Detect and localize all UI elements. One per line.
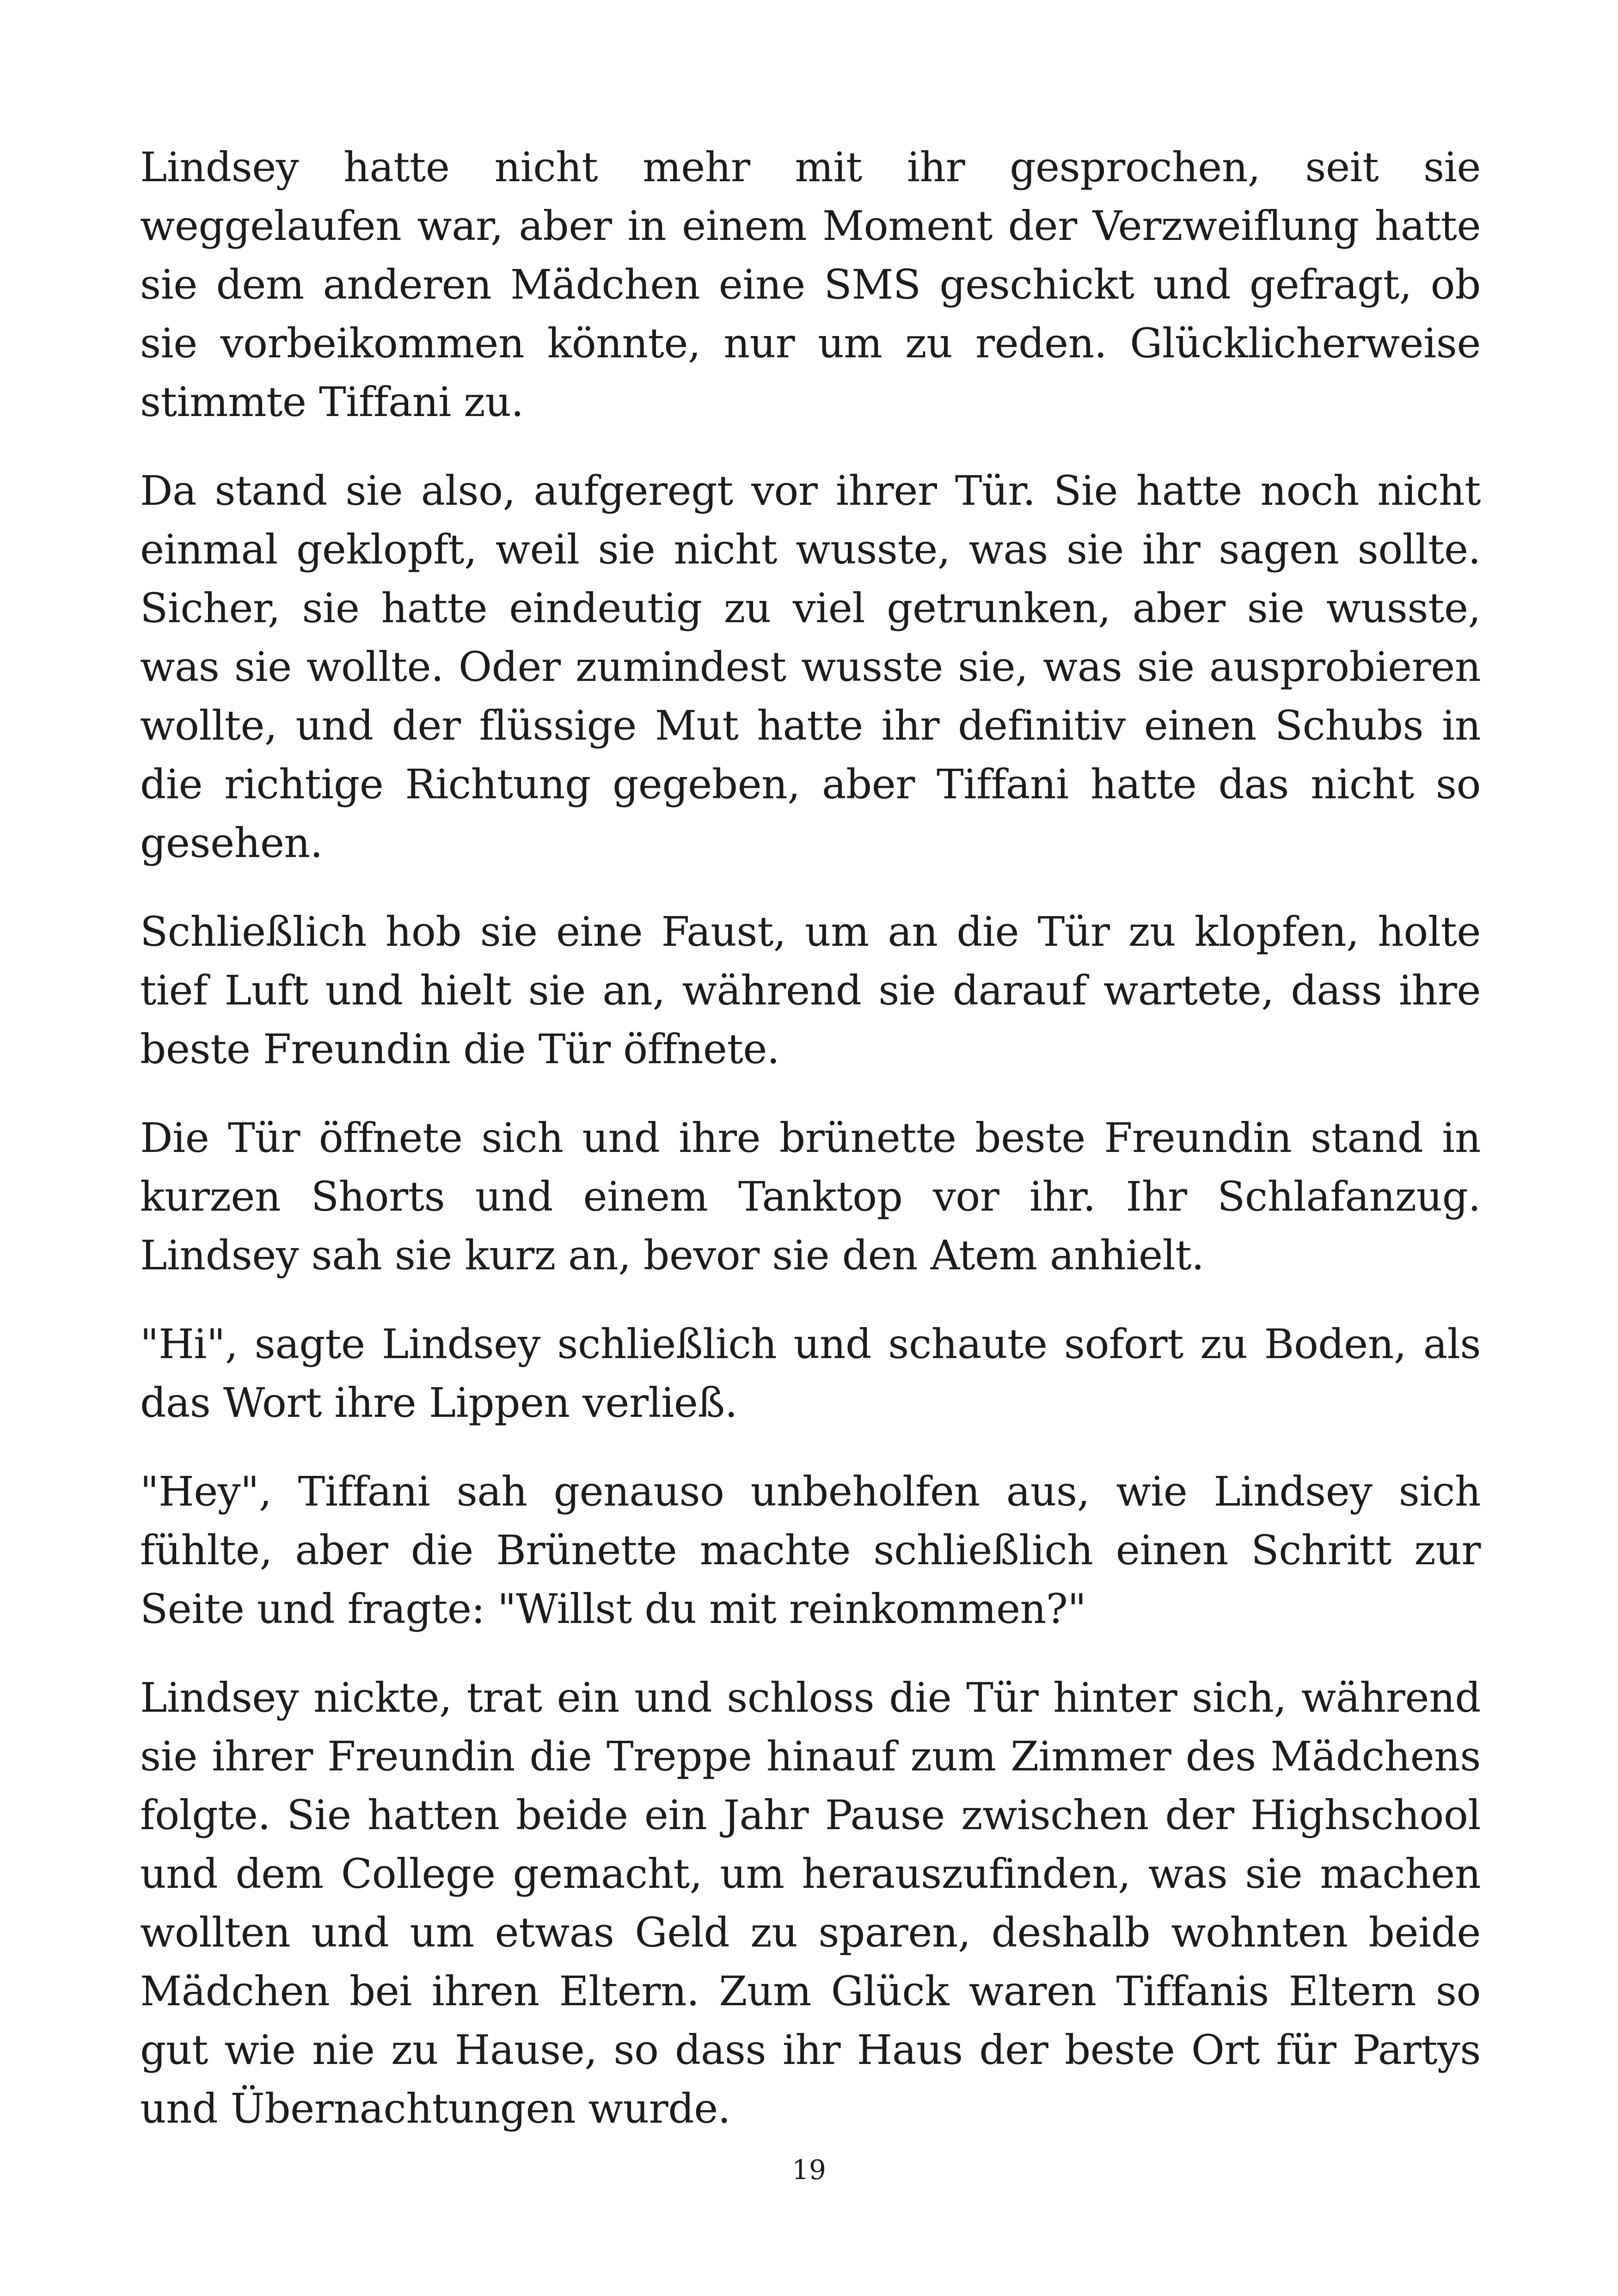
- paragraph-5: "Hi", sagte Lindsey schließlich und schaute sofort zu Boden, als das Wort ihre Lippen verließ.: [140, 1320, 1481, 1427]
- paragraph-7: Lindsey nickte, trat ein und schloss die Tür hinter sich, während sie ihrer Freundin die Treppe hinauf zum Zimmer des Mädchens folgte. Sie hatten beide ein Jahr Pause zwischen der Highschool und dem College gemacht, um herauszufinden, was sie machen wollten und um etwas Geld zu sparen, deshalb wohnten beide Mädchen bei ihren Eltern. Zum Glück waren Tiffanis Eltern so gut wie nie zu Hause, so dass ihr Haus der beste Ort für Partys und Übernachtungen wurde.: [140, 1674, 1481, 2132]
- page-number: 19: [792, 2154, 826, 2186]
- page-body: [140, 138, 1481, 2168]
- paragraph-1: Lindsey hatte nicht mehr mit ihr gesprochen, seit sie weggelaufen war, aber in einem Moment der Verzweiflung hatte sie dem anderen Mädchen eine SMS geschickt und gefragt, ob sie vorbeikommen könnte, nur um zu reden. Glücklicherweise stimmte Tiffani zu.: [140, 143, 1481, 426]
- paragraph-2: Da stand sie also, aufgeregt vor ihrer Tür. Sie hatte noch nicht einmal geklopft, weil sie nicht wusste, was sie ihr sagen sollte. Sicher, sie hatte eindeutig zu viel getrunken, aber sie wusste, was sie wollte. Oder zumindest wusste sie, was sie ausprobieren wollte, und der flüssige Mut hatte ihr definitiv einen Schubs in die richtige Richtung gegeben, aber Tiffani hatte das nicht so gesehen.: [140, 467, 1481, 867]
- paragraph-6: "Hey", Tiffani sah genauso unbeholfen aus, wie Lindsey sich fühlte, aber die Brünette machte schließlich einen Schritt zur Seite und fragte: "Willst du mit reinkommen?": [140, 1468, 1481, 1633]
- paragraph-4: Die Tür öffnete sich und ihre brünette beste Freundin stand in kurzen Shorts und einem Tanktop vor ihr. Ihr Schlafanzug. Lindsey sah sie kurz an, bevor sie den Atem anhielt.: [140, 1114, 1481, 1279]
- paragraph-3: Schließlich hob sie eine Faust, um an die Tür zu klopfen, holte tief Luft und hielt sie an, während sie darauf wartete, dass ihre beste Freundin die Tür öffnete.: [140, 908, 1481, 1073]
